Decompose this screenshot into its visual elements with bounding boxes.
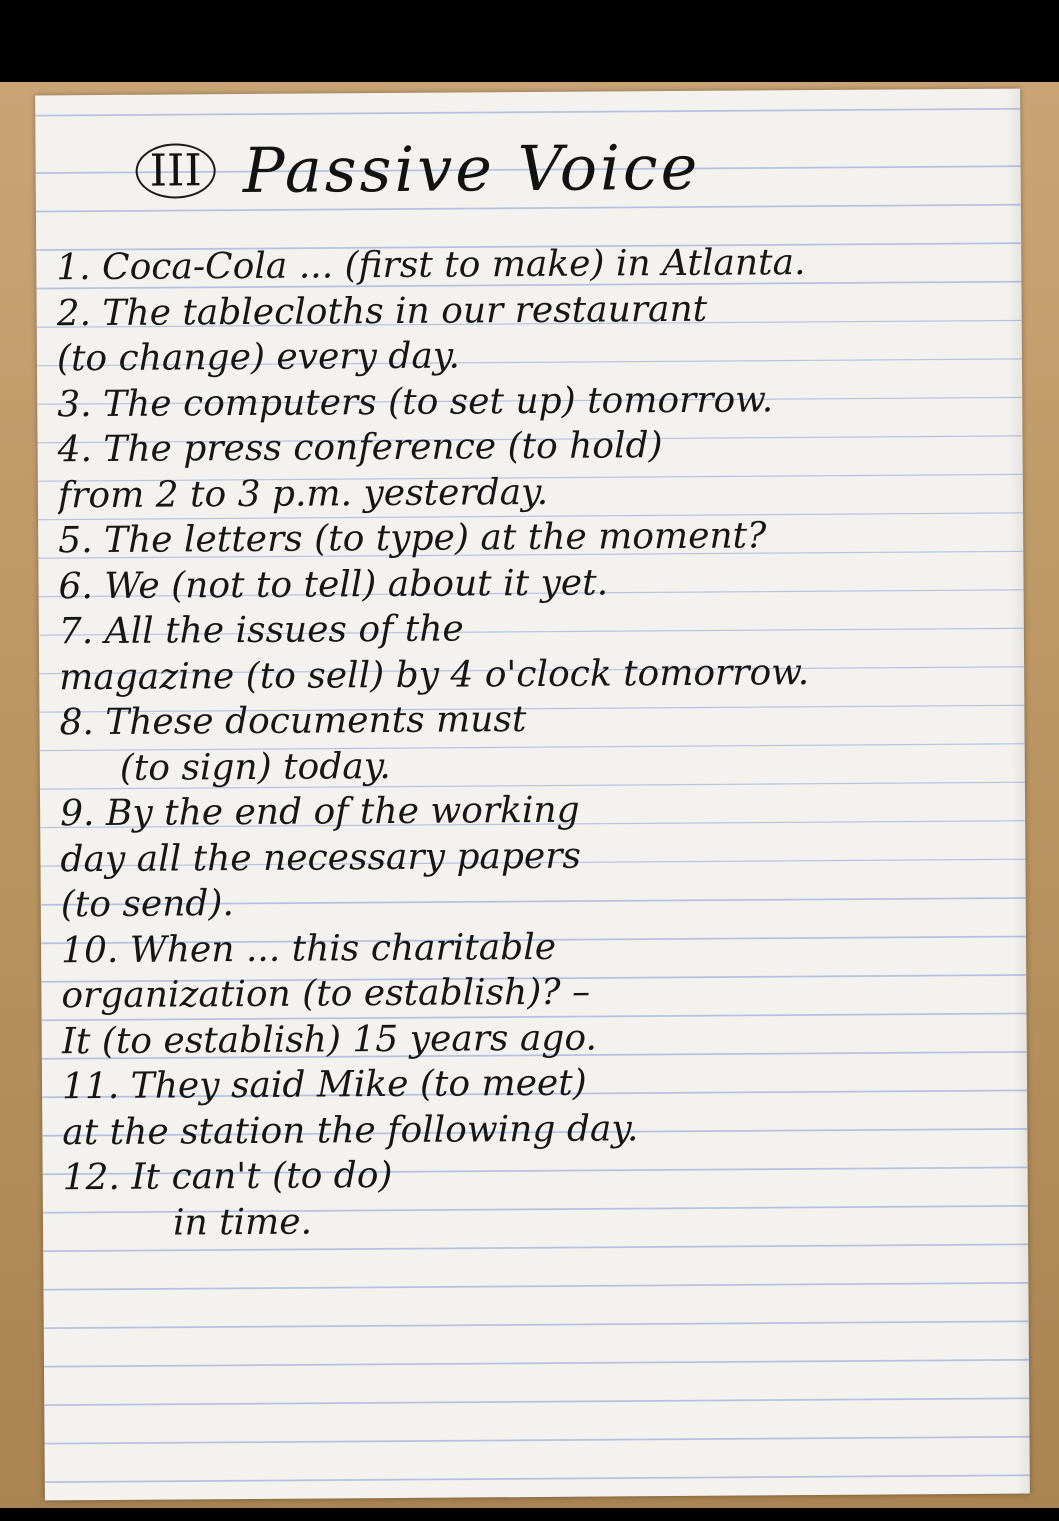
exercise-line: magazine (to sell) by 4 o'clock tomorrow. <box>59 651 810 698</box>
exercise-line: It (to establish) 15 years ago. <box>61 1017 598 1062</box>
exercise-line: 6. We (not to tell) about it yet. <box>58 561 609 607</box>
top-black-bar <box>0 0 1059 82</box>
exercise-line: 8. These documents must <box>59 699 527 744</box>
exercise-line: 4. The press conference (to hold) <box>57 425 663 471</box>
exercise-line: (to sign) today. <box>119 745 391 789</box>
exercise-line: 5. The letters (to type) at the moment? <box>58 515 767 562</box>
exercise-line: day all the necessary papers <box>60 835 582 880</box>
exercise-line: 10. When ... this charitable <box>60 926 557 971</box>
exercise-line: (to send). <box>60 883 235 926</box>
exercise-line: at the station the following day. <box>62 1107 639 1153</box>
exercise-line: 7. All the issues of the <box>58 608 464 653</box>
exercise-line: 11. They said Mike (to meet) <box>61 1062 587 1108</box>
exercise-line: from 2 to 3 p.m. yesterday. <box>57 471 549 516</box>
exercise-line: 9. By the end of the working <box>59 789 580 835</box>
title-section-number: III <box>135 143 216 199</box>
exercise-lines <box>56 239 1013 1247</box>
title-text: Passive Voice <box>242 130 701 208</box>
lined-paper-sheet <box>35 89 1030 1501</box>
exercise-line: (to change) every day. <box>56 335 461 380</box>
exercise-line: 1. Coca-Cola ... (first to make) in Atlanta. <box>56 242 806 289</box>
exercise-line: 2. The tablecloths in our restaurant <box>56 288 708 334</box>
exercise-line: in time. <box>172 1201 313 1244</box>
exercise-line: 12. It can't (to do) <box>62 1154 393 1199</box>
exercise-line: organization (to establish)? – <box>61 971 591 1017</box>
exercise-line: 3. The computers (to set up) tomorrow. <box>57 378 774 425</box>
bottom-black-bar <box>0 1508 1059 1521</box>
worksheet-title <box>135 129 936 245</box>
